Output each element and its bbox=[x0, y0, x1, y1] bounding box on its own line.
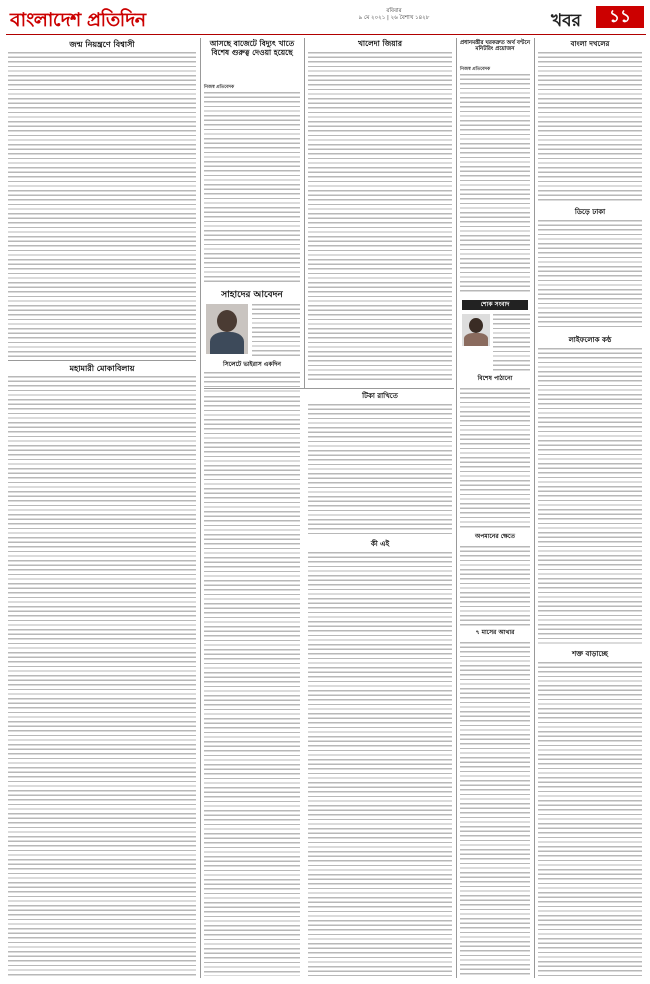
headline-a4: প্রধানমন্ত্রীর ঘরকদ্রুত অর্থ বণ্টনে মনিটরিং প্রয়োজন bbox=[460, 40, 530, 53]
byline-a2: নিজস্ব প্রতিবেদক bbox=[204, 85, 235, 90]
column-rule bbox=[200, 38, 201, 978]
section-label: খবর bbox=[551, 11, 581, 31]
article-a10-body-cont bbox=[204, 396, 300, 976]
article-a2-body bbox=[204, 92, 300, 282]
headline-a6: ডিড়ে ঢাকা bbox=[574, 208, 606, 216]
headline-a13: বিশেষ পাঠানো bbox=[477, 375, 513, 382]
article-a13-body bbox=[460, 388, 530, 528]
headline-a8: সিলেটে ভাইরাস একদিন bbox=[223, 361, 281, 368]
byline-a4: নিজস্ব প্রতিবেদক bbox=[460, 67, 491, 72]
newspaper-logo: বাংলাদেশ প্রতিদিন bbox=[10, 9, 146, 31]
article-a11-body bbox=[308, 404, 452, 534]
column-rule bbox=[304, 38, 305, 388]
article-a16-body bbox=[460, 642, 530, 976]
article-a1-body bbox=[8, 52, 196, 357]
column-rule bbox=[534, 38, 535, 978]
article-a12-body bbox=[538, 348, 642, 644]
article-a17-body bbox=[538, 662, 642, 976]
masthead bbox=[6, 4, 646, 35]
page-number: ১১ bbox=[596, 6, 644, 28]
article-a8-body bbox=[204, 372, 300, 392]
headline-a14: অপমানের ক্ষেতে bbox=[475, 533, 515, 540]
headline-a16: ৭ মাসের আথার bbox=[475, 629, 515, 636]
headline-a12: লাইফলোক কন্ঠ bbox=[568, 336, 612, 344]
headline-a9: শোক সংবাদ bbox=[462, 300, 528, 310]
headline-a15: কী এই bbox=[370, 540, 390, 548]
article-a6-body bbox=[538, 220, 642, 330]
headline-a11: টিকা রাখিতে bbox=[362, 392, 398, 400]
issue-date bbox=[324, 8, 464, 22]
headline-a3: খালেদা জিয়ার bbox=[357, 39, 402, 48]
article-a10-body bbox=[8, 376, 196, 976]
article-a5-body bbox=[538, 52, 642, 202]
date-full: ৯ মে ২০২১ | ২৬ বৈশাখ ১৪২৮ bbox=[358, 15, 430, 21]
headline-a5: বাংলা দখলের bbox=[570, 40, 610, 48]
article-a4-body bbox=[460, 74, 530, 294]
column-rule bbox=[456, 38, 457, 978]
date-day: রবিবার bbox=[386, 8, 402, 14]
divider bbox=[8, 360, 196, 361]
headline-a7: সাহাদের আবেদন bbox=[221, 290, 283, 300]
headline-a2: আসছে বাজেটে বিদ্যুৎ খাতে বিশেষ গুরুত্ব দেওয়া হয়েছে bbox=[209, 39, 295, 57]
article-a9-body bbox=[493, 314, 530, 374]
obituary-photo bbox=[462, 314, 490, 346]
article-a15-body bbox=[308, 552, 452, 976]
headline-a17: শক্ত বাড়াচ্ছে bbox=[572, 650, 608, 658]
article-a14-body bbox=[460, 546, 530, 626]
divider bbox=[204, 388, 454, 389]
headline-a10: মহামারী মোকাবিলায় bbox=[69, 364, 135, 373]
portrait-photo bbox=[206, 304, 248, 354]
article-a3-body bbox=[308, 52, 452, 382]
article-a7-body bbox=[252, 304, 300, 359]
headline-a1: জন্ম নিয়ন্ত্রণে বিশ্বাসী bbox=[69, 40, 135, 49]
